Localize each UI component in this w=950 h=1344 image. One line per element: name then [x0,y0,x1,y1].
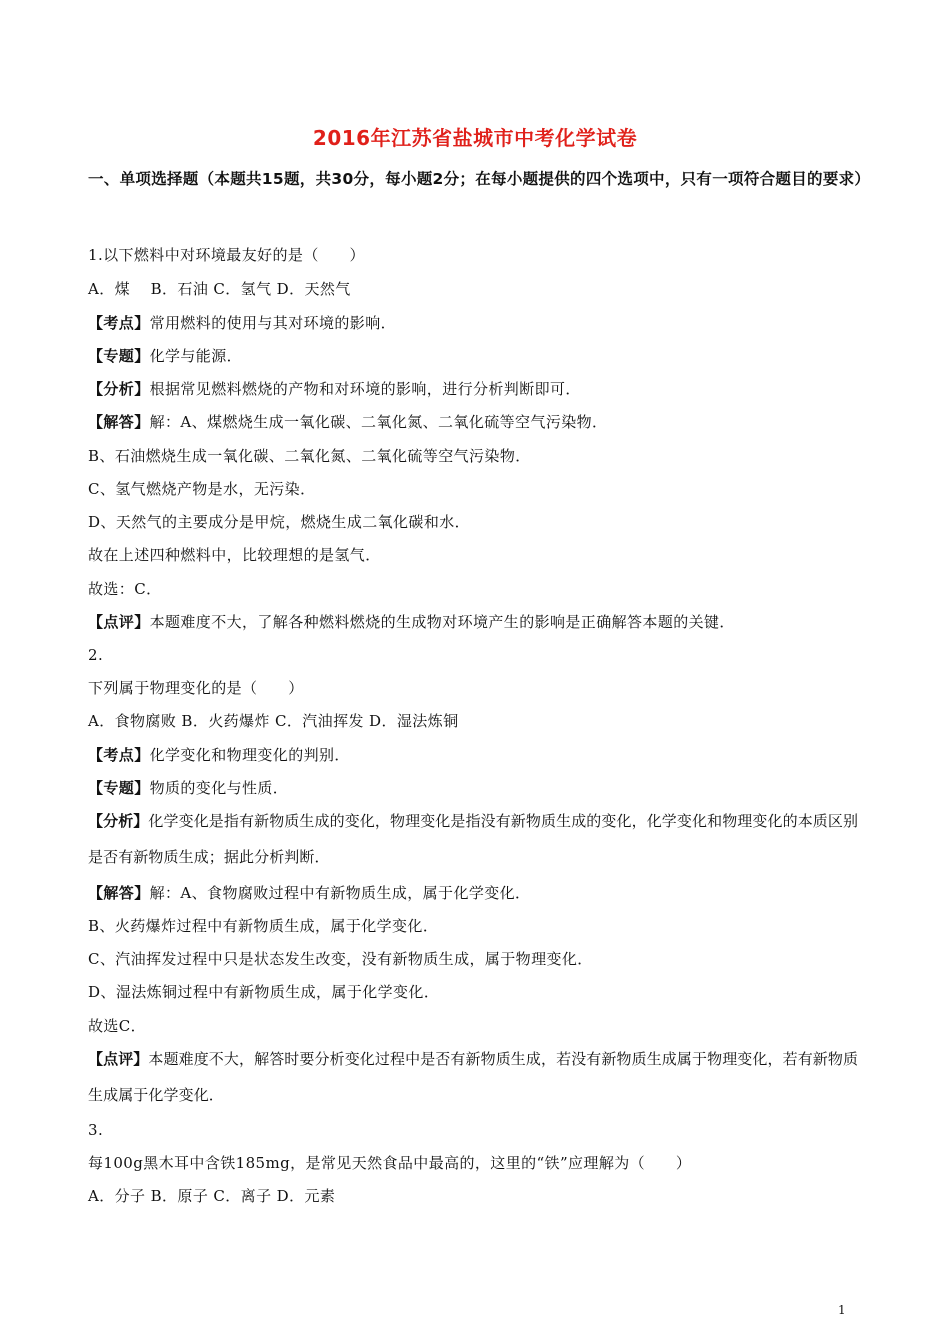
q2-number: 2. [88,646,104,664]
jieda-tag: 【解答】 [88,413,150,431]
dianping-tag: 【点评】 [88,613,150,631]
fenxi-text: 化学变化是指有新物质生成的变化，物理变化是指没有新物质生成的变化，化学变化和物理变化的本质区别是否有新物质生成；据此分析判断． [88,812,859,866]
q2-kaodian [88,745,868,765]
dianping-text: 本题难度不大，解答时要分析变化过程中是否有新物质生成，若没有新物质生成属于物理变化，若有新物质生成属于化学变化． [88,1050,859,1104]
zhuanti-text: 化学与能源． [149,347,243,365]
jieda-tag: 【解答】 [88,884,150,902]
q1-kaodian [88,313,868,333]
q2-options: A．食物腐败 B．火药爆炸 C．汽油挥发 D．湿法炼铜 [88,712,459,730]
q2-line-d: D、湿法炼铜过程中有新物质生成，属于化学变化． [88,983,440,1001]
q1-conclusion: 故在上述四种燃料中，比较理想的是氢气． [88,546,381,564]
q3-stem: 每100g黑木耳中含铁185mg，是常见天然食品中最高的，这里的“铁”应理解为（ ） [88,1154,692,1172]
page-title: 2016年江苏省盐城市中考化学试卷 [312,126,638,150]
jieda-text: 解：A、食物腐败过程中有新物质生成，属于化学变化． [149,884,531,902]
fenxi-tag: 【分析】 [88,380,150,398]
page-number: 1 [838,1303,846,1317]
zhuanti-text: 物质的变化与性质． [149,779,289,797]
q2-jieda [88,883,868,903]
q1-jieda [88,412,868,432]
q2-dianping [88,1041,868,1113]
kaodian-tag: 【考点】 [88,314,150,332]
kaodian-text: 常用燃料的使用与其对环境的影响． [149,314,397,332]
q2-zhuanti [88,778,868,798]
q2-stem: 下列属于物理变化的是（ ） [88,679,304,697]
kaodian-text: 化学变化和物理变化的判别． [149,746,350,764]
q1-dianping [88,612,868,632]
q1-answer: 故选：C． [88,580,162,598]
q2-line-c: C、汽油挥发过程中只是状态发生改变，没有新物质生成，属于物理变化． [88,950,593,968]
q2-answer: 故选C． [88,1017,147,1035]
q1-zhuanti [88,346,868,366]
q1-stem: 1.以下燃料中对环境最友好的是（ ） [88,246,365,264]
zhuanti-tag: 【专题】 [88,779,150,797]
q1-options: A．煤 B．石油 C．氢气 D．天然气 [88,280,351,298]
section-header: 一、单项选择题（本题共15题，共30分，每小题2分；在每小题提供的四个选项中，只有一项符合题目的要求） [88,170,871,188]
kaodian-tag: 【考点】 [88,746,150,764]
fenxi-tag: 【分析】 [88,812,149,830]
dianping-text: 本题难度不大，了解各种燃料燃烧的生成物对环境产生的影响是正确解答本题的关键． [149,613,735,631]
jieda-text: 解：A、煤燃烧生成一氧化碳、二氧化氮、二氧化硫等空气污染物． [149,413,608,431]
q2-line-b: B、火药爆炸过程中有新物质生成，属于化学变化． [88,917,439,935]
q1-line-b: B、石油燃烧生成一氧化碳、二氧化氮、二氧化硫等空气污染物． [88,447,531,465]
q1-line-d: D、天然气的主要成分是甲烷，燃烧生成二氧化碳和水． [88,513,471,531]
q2-fenxi [88,803,868,875]
q1-line-c: C、氢气燃烧产物是水，无污染． [88,480,316,498]
fenxi-text: 根据常见燃料燃烧的产物和对环境的影响，进行分析判断即可． [149,380,581,398]
dianping-tag: 【点评】 [88,1050,149,1068]
q3-number: 3. [88,1121,104,1139]
q3-options: A．分子 B．原子 C．离子 D．元素 [88,1187,336,1205]
q1-fenxi [88,379,868,399]
zhuanti-tag: 【专题】 [88,347,150,365]
